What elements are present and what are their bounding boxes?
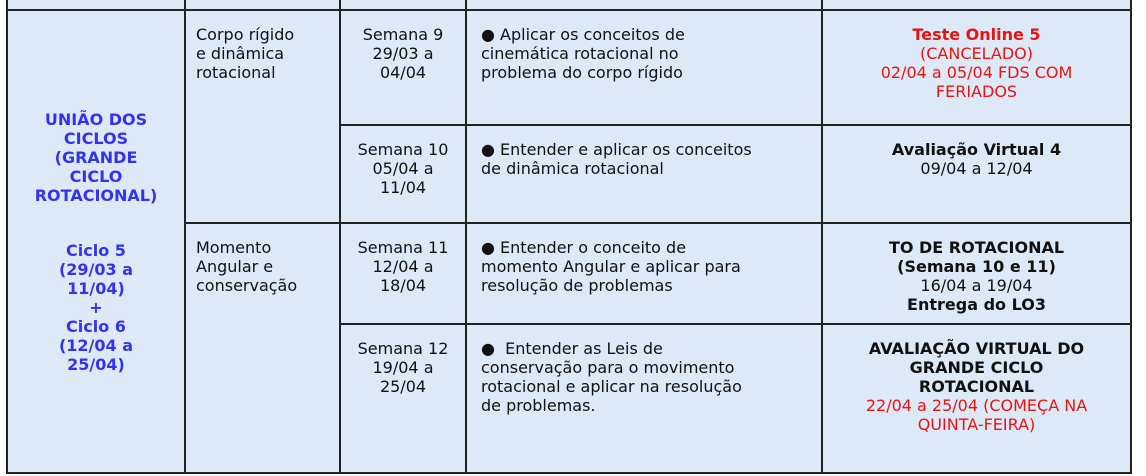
goal-cell: ● Aplicar os conceitos de cinemática rotacional no problema do corpo rígido	[466, 10, 822, 125]
table-row	[7, 10, 1131, 125]
evaluation-extra: Entrega do LO3	[907, 295, 1046, 314]
goal-cell: ● Entender as Leis de conservação para o movimento rotacional e aplicar na resolução de problemas.	[466, 324, 822, 473]
week-cell: Semana 12 19/04 a 25/04	[340, 324, 466, 473]
evaluation-dates: 16/04 a 19/04	[920, 276, 1033, 295]
week-cell: Semana 9 29/03 a 04/04	[340, 10, 466, 125]
week-cell: Semana 10 05/04 a 11/04	[340, 125, 466, 223]
evaluation-cell: AVALIAÇÃO VIRTUAL DO GRANDE CICLO ROTACIONAL 22/04 a 25/04 (COMEÇA NA QUINTA-FEIRA)	[822, 324, 1131, 473]
topic-cell: Corpo rígido e dinâmica rotacional	[185, 10, 340, 223]
evaluation-dates: 09/04 a 12/04	[920, 159, 1033, 178]
evaluation-cell: TO DE ROTACIONAL (Semana 10 e 11) 16/04 a 19/04 Entrega do LO3	[822, 223, 1131, 324]
evaluation-title: Avaliação Virtual 4	[891, 140, 1062, 159]
cycle-detail: Ciclo 5 (29/03 a 11/04) + Ciclo 6 (12/04 a 25/04)	[58, 240, 134, 374]
week-cell: Semana 11 12/04 a 18/04	[340, 223, 466, 324]
evaluation-status: (CANCELADO)	[920, 44, 1033, 63]
cycle-cell	[7, 10, 185, 473]
goal-cell: ● Entender e aplicar os conceitos de dinâmica rotacional	[466, 125, 822, 223]
cycle-title: UNIÃO DOS CICLOS (GRANDE CICLO ROTACIONAL)	[34, 109, 158, 205]
schedule-table	[6, 0, 1132, 474]
topic-cell: Momento Angular e conservação	[185, 223, 340, 473]
previous-row-stub	[7, 0, 1131, 10]
goal-cell: ● Entender o conceito de momento Angular e aplicar para resolução de problemas	[466, 223, 822, 324]
evaluation-cell	[822, 125, 1131, 223]
evaluation-cell: Teste Online 5 (CANCELADO) 02/04 a 05/04 FDS COM FERIADOS	[822, 10, 1131, 125]
evaluation-title: Teste Online 5	[912, 25, 1041, 44]
